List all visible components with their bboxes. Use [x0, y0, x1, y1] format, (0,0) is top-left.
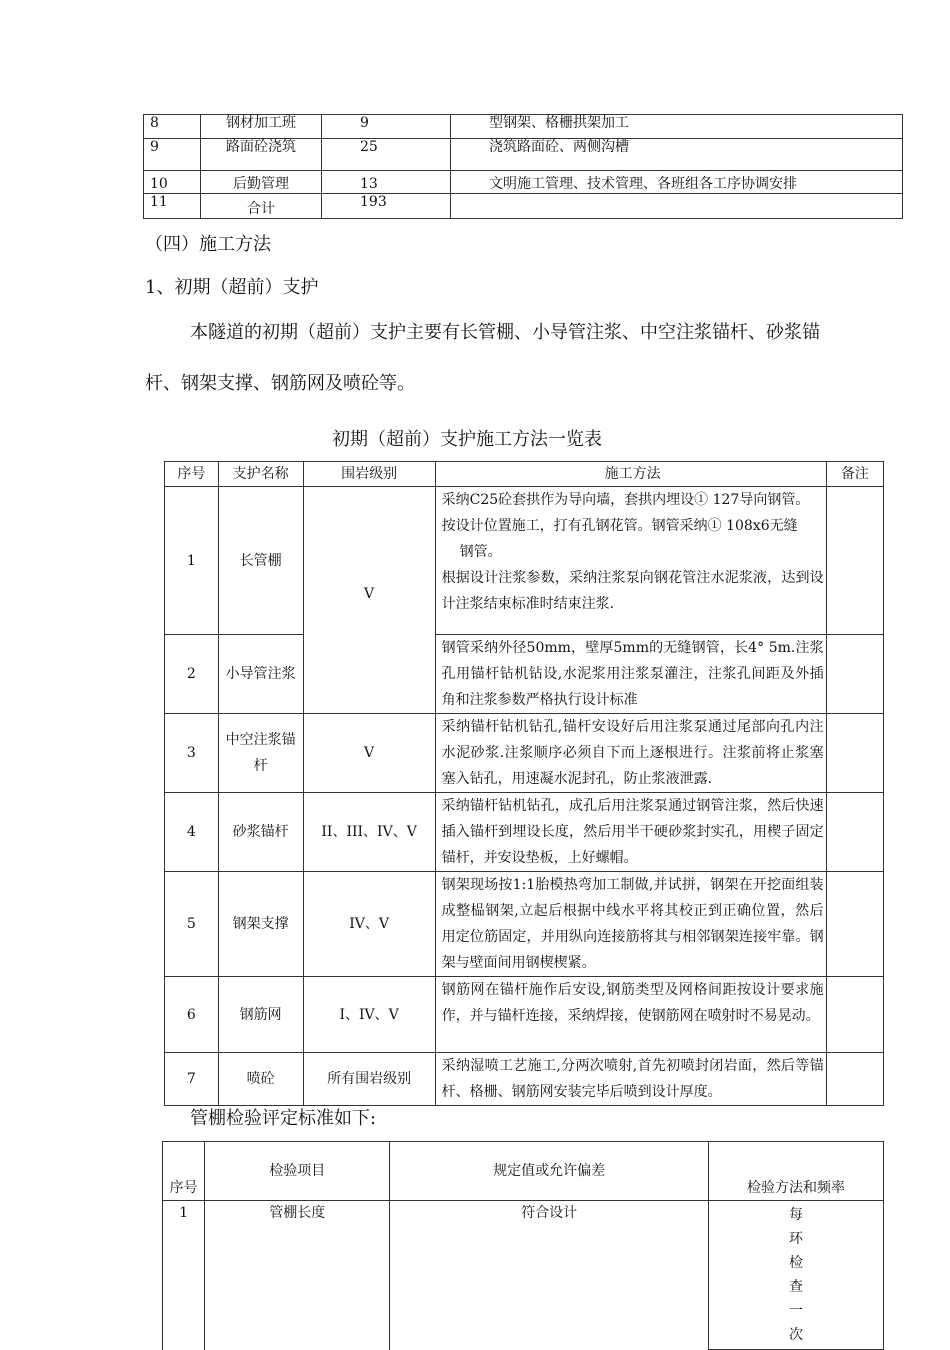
row-no: 11 — [144, 194, 201, 219]
method-text: 采纳锚杆钻机钻孔，成孔后用注浆泵通过钢管注浆，然后快速插入锚杆到埋设长度，然后用半干硬砂浆封实孔，用楔子固定锚杆，并安设垫板，上好螺帽。 — [435, 793, 826, 872]
paragraph-line: 杆、钢架支撑、钢筋网及喷砼等。 — [145, 373, 415, 394]
note-cell — [826, 1053, 883, 1106]
method-text: 根据设计注浆参数，采纳注浆泵向钢花管注水泥浆液，达到设计注浆结束标准时结束注浆. — [441, 570, 824, 612]
team-work: 型钢架、格栅拱架加工 — [451, 115, 903, 139]
header-cell: 备注 — [826, 462, 883, 487]
method-text: 钢筋网在锚杆施作后安设,钢筋类型及网格间距按设计要求施作，并与锚杆连接，采纳焊接，使钢筋网在喷射时不易晃动。 — [435, 977, 826, 1053]
team-name: 合计 — [201, 194, 322, 219]
support-name: 喷砼 — [218, 1053, 303, 1106]
support-name: 钢筋网 — [218, 977, 303, 1053]
rock-grade: 所有围岩级别 — [303, 1053, 435, 1106]
rock-grade: V — [303, 487, 435, 714]
team-count: 25 — [322, 139, 451, 171]
team-name: 后勤管理 — [201, 171, 322, 194]
table-row — [165, 872, 884, 977]
support-name: 钢架支撑 — [218, 872, 303, 977]
table-row — [165, 977, 884, 1053]
inspect-method: 每环检查一次 — [709, 1201, 884, 1350]
row-no: 9 — [144, 139, 201, 171]
method-cell — [435, 487, 826, 635]
header-cell: 支护名称 — [218, 462, 303, 487]
support-name: 中空注浆锚杆 — [218, 714, 303, 793]
inspect-item: 管棚长度 — [205, 1201, 390, 1350]
row-no: 7 — [165, 1053, 219, 1106]
team-name: 路面砼浇筑 — [201, 139, 322, 171]
table-row — [165, 487, 884, 635]
method-table — [164, 461, 884, 1106]
note-cell — [826, 977, 883, 1053]
method-text: 钢架现场按1:1胎模热弯加工制做,并试拼，钢架在开挖面组装成整榀钢架,立起后根据中线水平将其校正到正确位置，然后用定位筋固定，并用纵向连接筋将其与相邻钢架连接牢靠。钢架与壁面间用钢楔楔紧。 — [435, 872, 826, 977]
method-text: 钢管。 — [459, 544, 502, 560]
rock-grade: IV、V — [303, 872, 435, 977]
table-title: 初期（超前）支护施工方法一览表 — [332, 429, 602, 450]
note-cell — [826, 714, 883, 793]
table-row — [144, 194, 903, 219]
method-text: 采纳锚杆钻机钻孔,锚杆安设好后用注浆泵通过尾部向孔内注水泥砂浆.注浆顺序必须自下而上逐根进行。注浆前将止浆塞塞入钻孔，用速凝水泥封孔，防止浆液泄露. — [435, 714, 826, 793]
table-row — [165, 1053, 884, 1106]
row-no: 5 — [165, 872, 219, 977]
table-row — [165, 714, 884, 793]
team-work: 浇筑路面砼、两侧沟槽 — [451, 139, 903, 171]
rock-grade: V — [303, 714, 435, 793]
note-cell — [826, 872, 883, 977]
header-cell: 检验方法和频率 — [709, 1142, 884, 1201]
team-work: 文明施工管理、技术管理、各班组各工序协调安排 — [451, 171, 903, 194]
team-count: 9 — [322, 115, 451, 139]
note-cell — [826, 793, 883, 872]
row-no: 1 — [165, 487, 219, 635]
header-cell: 施工方法 — [435, 462, 826, 487]
row-no: 6 — [165, 977, 219, 1053]
support-name: 砂浆锚杆 — [218, 793, 303, 872]
note-cell — [826, 635, 883, 714]
paragraph-line: 本隧道的初期（超前）支护主要有长管棚、小导管注浆、中空注浆锚杆、砂浆锚 — [190, 322, 820, 343]
row-no: 10 — [144, 171, 201, 194]
table-row — [144, 115, 903, 139]
staff-table — [143, 114, 903, 219]
support-name: 小导管注浆 — [218, 635, 303, 714]
row-no: 8 — [144, 115, 201, 139]
row-no: 4 — [165, 793, 219, 872]
table-row — [144, 139, 903, 171]
sub-heading: 1、初期（超前）支护 — [145, 277, 319, 298]
table-row — [165, 793, 884, 872]
method-text: 钢管采纳外径50mm，壁厚5mm的无缝钢管，长4° 5m.注浆孔用锚杆钻机钻设,水泥浆用注浆泵灌注，注浆孔间距及外插角和注浆参数严格执行设计标准 — [435, 635, 826, 714]
table-header-row — [165, 462, 884, 487]
header-cell: 规定值或允许偏差 — [390, 1142, 709, 1201]
header-cell: 围岩级别 — [303, 462, 435, 487]
section-heading: （四）施工方法 — [145, 234, 271, 255]
header-cell: 检验项目 — [205, 1142, 390, 1201]
inspect-table — [162, 1141, 884, 1350]
inspect-intro: 管棚检验评定标准如下: — [190, 1108, 377, 1129]
table-row — [144, 171, 903, 194]
method-text: 采纳湿喷工艺施工,分两次喷射,首先初喷封闭岩面，然后等锚杆、格栅、钢筋网安装完毕后喷到设计厚度。 — [435, 1053, 826, 1106]
support-name: 长管棚 — [218, 487, 303, 635]
rock-grade: I、IV、V — [303, 977, 435, 1053]
team-work — [451, 194, 903, 219]
row-no: 1 — [163, 1201, 205, 1350]
header-cell: 序号 — [165, 462, 219, 487]
team-count: 13 — [322, 171, 451, 194]
header-cell: 序号 — [163, 1142, 205, 1201]
row-no: 2 — [165, 635, 219, 714]
row-no: 3 — [165, 714, 219, 793]
team-count: 193 — [322, 194, 451, 219]
table-row — [163, 1201, 884, 1350]
inspect-value: 符合设计 — [390, 1201, 709, 1350]
method-text: 采纳C25砼套拱作为导向墙，套拱内埋设① 127导向钢管。 — [441, 492, 810, 508]
table-header-row — [163, 1142, 884, 1201]
team-name: 钢材加工班 — [201, 115, 322, 139]
method-text: 按设计位置施工，打有孔钢花管。钢管采纳① 108x6无缝 — [441, 518, 798, 534]
table-row — [165, 635, 884, 714]
note-cell — [826, 487, 883, 635]
rock-grade: II、III、IV、V — [303, 793, 435, 872]
